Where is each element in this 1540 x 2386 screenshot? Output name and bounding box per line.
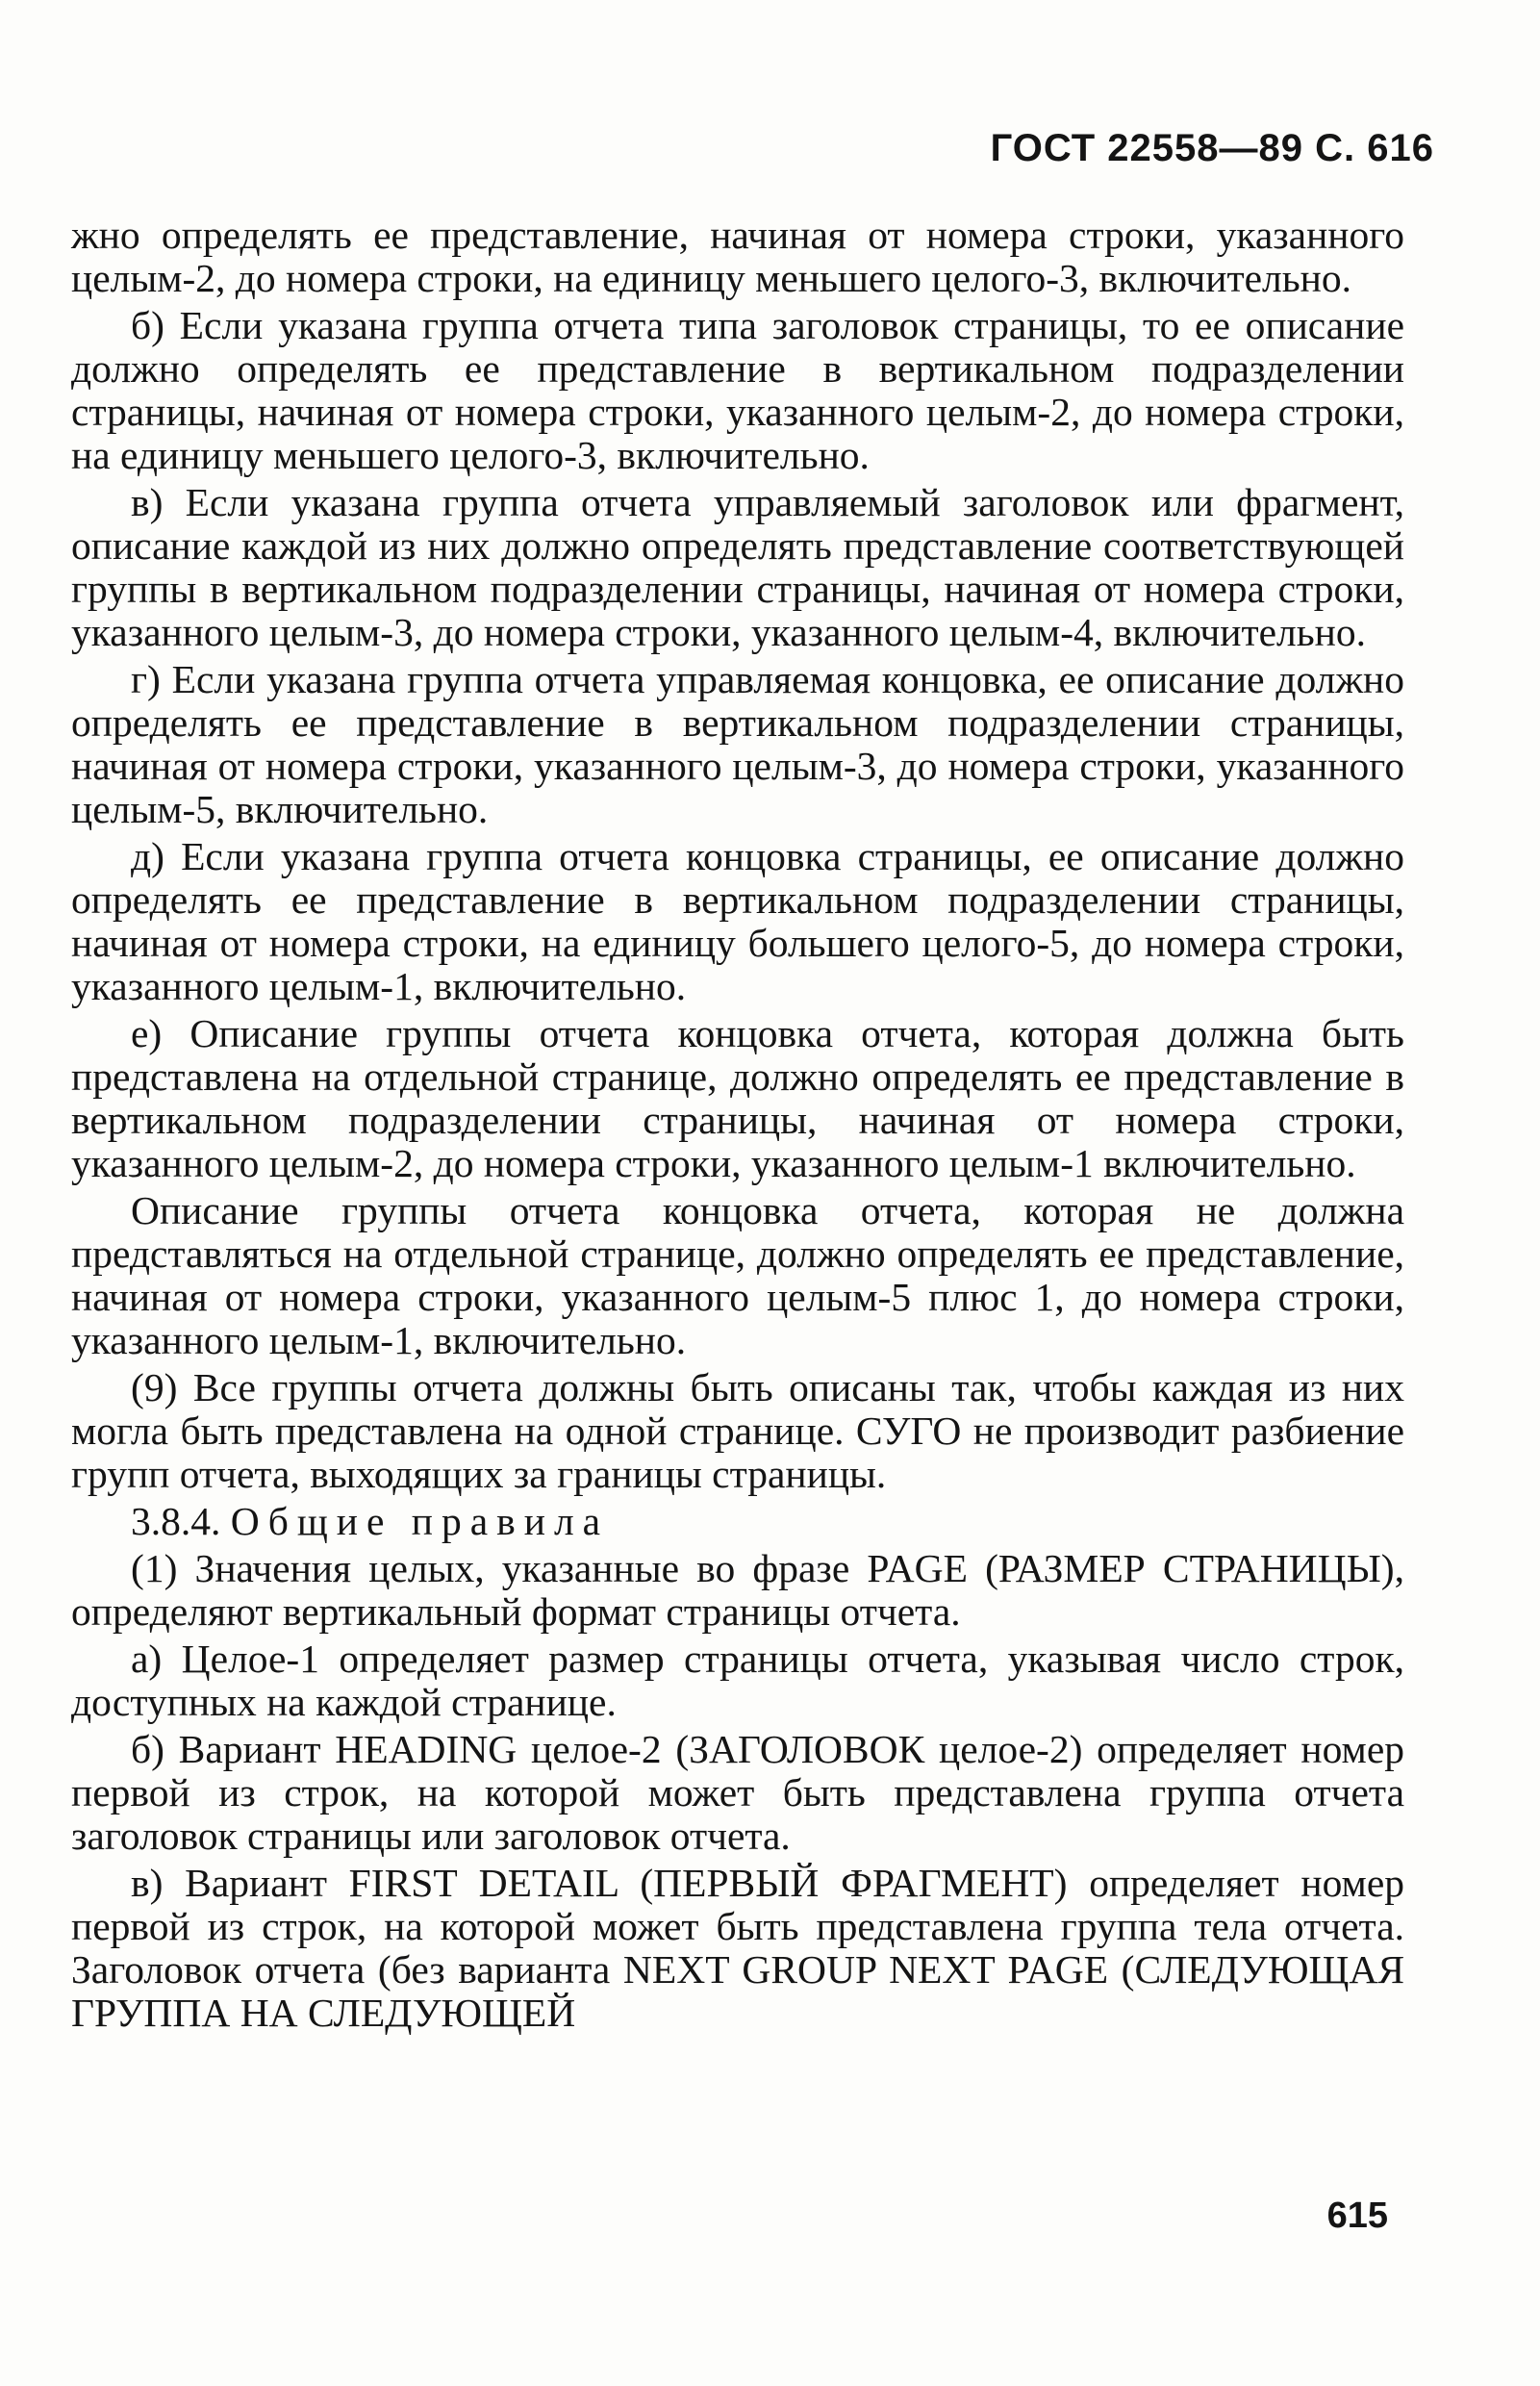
paragraph: д) Если указана группа отчета концовка страницы, ее описание должно определять ее представление в вертикальном подразделении страницы, начиная от номера строки, на единицу большего целого-5, до номера строки, указанного целым-1, включительно. — [71, 834, 1404, 1008]
rule-paragraph: в) Вариант FIRST DETAIL (ПЕРВЫЙ ФРАГМЕНТ) определяет номер первой из строк, на которой может быть представлена группа тела отчета. Заголовок отчета (без варианта NEXT GROUP NEXT PAGE (СЛЕДУЮЩАЯ ГРУППА НА СЛЕДУЮЩЕЙ — [71, 1861, 1404, 2035]
paragraph: жно определять ее представление, начиная от номера строки, указанного целым-2, до номера строки, на единицу меньшего целого-3, включительно. — [71, 213, 1404, 300]
paragraph: е) Описание группы отчета концовка отчета, которая должна быть представлена на отдельной странице, должно определять ее представление в вертикальном подразделении страницы, начиная от номера строки, указанного целым-2, до номера строки, указанного целым-1 включительно. — [71, 1011, 1404, 1185]
body-text — [71, 214, 1404, 2039]
rule-paragraph: а) Целое-1 определяет размер страницы отчета, указывая число строк, доступных на каждой странице. — [71, 1637, 1404, 1724]
paragraph: б) Если указана группа отчета типа заголовок страницы, то ее описание должно определять ее представление в вертикальном подразделении страницы, начиная от номера строки, указанного целым-2, до номера строки, на единицу меньшего целого-3, включительно. — [71, 303, 1404, 477]
section-heading — [71, 1500, 1404, 1543]
section-number: 3.8.4. — [131, 1499, 221, 1543]
paragraph: (9) Все группы отчета должны быть описаны так, чтобы каждая из них могла быть представлена на одной странице. СУГО не производит разбиение групп отчета, выходящих за границы страницы. — [71, 1365, 1404, 1496]
paragraph: г) Если указана группа отчета управляемая концовка, ее описание должно определять ее представление в вертикальном подразделении страницы, начиная от номера строки, указанного целым-3, до номера строки, указанного целым-5, включительно. — [71, 657, 1404, 831]
rule-paragraph: (1) Значения целых, указанные во фразе PAGE (РАЗМЕР СТРАНИЦЫ), определяют вертикальный формат страницы отчета. — [71, 1546, 1404, 1634]
paragraph: в) Если указана группа отчета управляемый заголовок или фрагмент, описание каждой из них должно определять представление соответствующей группы в вертикальном подразделении страницы, начиная от номера строки, указанного целым-3, до номера строки, указанного целым-4, включительно. — [71, 480, 1404, 654]
paragraph: Описание группы отчета концовка отчета, которая не должна представляться на отдельной странице, должно определять ее представление, начиная от номера строки, указанного целым-5 плюс 1, до номера строки, указанного целым-1, включительно. — [71, 1188, 1404, 1362]
rule-paragraph: б) Вариант HEADING целое-2 (ЗАГОЛОВОК целое-2) определяет номер первой из строк, на которой может быть представлена группа отчета заголовок страницы или заголовок отчета. — [71, 1727, 1404, 1858]
page-header: ГОСТ 22558—89 С. 616 — [990, 127, 1434, 169]
page-number: 615 — [1326, 2196, 1388, 2236]
section-title: Общие правила — [230, 1499, 610, 1543]
